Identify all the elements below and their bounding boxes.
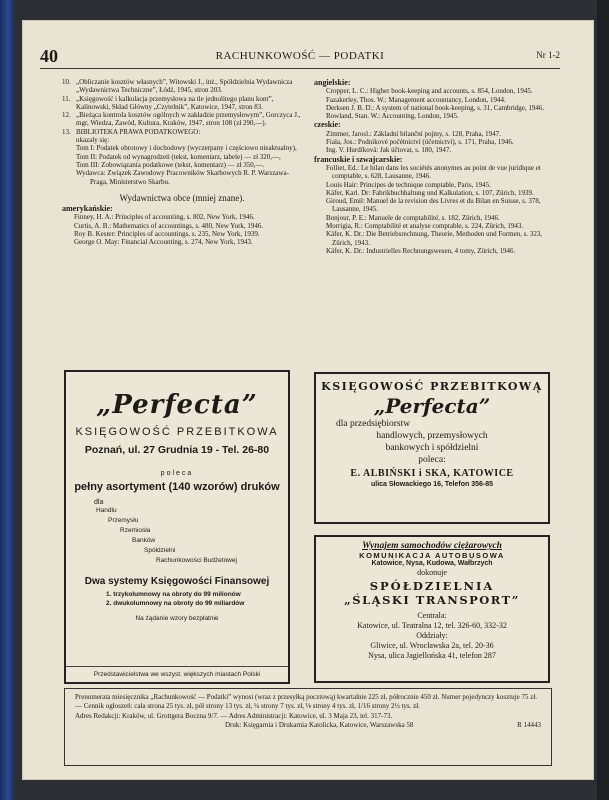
ad-text: Dwa systemy Księgowości Finansowej <box>84 576 270 587</box>
category-label: francuskie i szwajcarskie: <box>314 154 403 164</box>
scan-border-top <box>0 0 609 20</box>
library-volume: Tom I: Podatek obrotowy i dochodowy (wyczerpany i częściowo nieaktualny), <box>76 144 297 153</box>
ad-address: Katowice, ul. Teatralna 12, tel. 326-60, 332-32 <box>357 621 507 630</box>
ad-addresses <box>316 611 548 661</box>
library-volume: Tom II: Podatek od wynagrodzeń (tekst, komentarz, tabele) — zł 320,—, <box>76 152 281 161</box>
list-item: 1. trzykolumnowy na obroty do 99 milionów <box>106 591 241 598</box>
ad-tagline: Wynajem samochodów ciężarowych <box>362 541 502 551</box>
scan-border-right <box>597 0 609 800</box>
ad-label: Oddziały: <box>416 631 448 640</box>
category-label: angielskie: <box>314 78 351 87</box>
scan-border-bottom <box>0 780 609 800</box>
ad-firm-name: SPÓŁDZIELNIA <box>369 579 495 593</box>
category-label: czeskie: <box>314 120 341 130</box>
list-item: Käfer, Karl. Dr: Fabrikbuchhaltung und Kalkulation, s. 107, Zürich, 1939. <box>326 188 534 197</box>
list-item: Przemysłu <box>108 517 139 524</box>
library-volume: Tom III: Zobowiązania podatkowe (tekst, komentarz) — zł 350,—. <box>76 160 265 169</box>
list-item: George O. May: Financial Accounting, s. 274, New York, 1943. <box>74 238 253 247</box>
list-item: Spółdzielni <box>144 547 176 554</box>
subscription-footer <box>64 688 552 766</box>
perfecta-logo: „Perfecta” <box>96 390 258 420</box>
advertisement-perfecta-poznan <box>64 370 290 684</box>
advertisement-albinski <box>314 372 550 524</box>
list-item: Derksen J. B. D.: A system of national book-keeping, s. 31, Cambridge, 1946. <box>326 103 545 112</box>
ad-text: bankowych i spółdzielni <box>385 443 479 453</box>
ad-tagline: KSIĘGOWOŚĆ PRZEBITKOWĄ <box>321 380 543 393</box>
ad-address: Poznań, ul. 27 Grudnia 19 - Tel. 26-80 <box>84 444 270 456</box>
ad-text: Katowice, Nysa, Kudowa, Wałbrzych <box>371 560 493 567</box>
bibliography-right-column <box>314 78 554 255</box>
advertisement-slaski-transport <box>314 535 550 683</box>
ad-text: handlowych, przemysłowych <box>376 431 488 441</box>
list-item: Bonjour, P. E.: Manuele de comptabilité, s. 182, Zürich, 1946. <box>326 213 500 222</box>
list-item: 13. BIBLIOTEKA PRAWA PODATKOWEGO: <box>62 127 201 136</box>
ad-label: Centrala: <box>417 611 447 620</box>
list-item: Fiala, Jos.: Podnikové počétnictví (účetnictví), s. 171, Praha, 1946. <box>326 138 514 147</box>
foreign-publications-heading: Wydawnictwa obce (mniej znane). <box>119 192 245 203</box>
list-item: 2. dwukolumnowy na obroty do 99 miliardów <box>106 600 245 607</box>
list-item: Käfer, K. Dr.: Industrielles Rechnungswesen, 4 tomy, Zürich, 1946. <box>326 246 516 255</box>
list-item: Fazakerley, Thos. W.: Management accountancy, London, 1944. <box>326 95 506 104</box>
list-item: 10. „Obliczanie kosztów własnych”, Witowski J., inż., Spółdzielnia Wydawnicza „Wydawnictwa Techniczne”, Łódź, 1945, stron 203. <box>62 78 293 95</box>
ad-address: Gliwice, ul. Wrocławska 2a, tel. 20-36 <box>370 641 494 650</box>
list-item: Cropper, L. C.: Higher book-keeping and accounts, s. 854, London, 1945. <box>326 87 533 96</box>
ad-text: dokonuje <box>417 568 447 577</box>
list-item: Käfer, K. Dr.: Die Betriebsrechnung, Theorie, Methoden und Formen, s. 323, Zürich, 1943. <box>326 230 543 247</box>
addresses-info: Adres Redakcji: Kraków, ul. Grottgera Boczna 9/7. — Adres Administracji: Katowice, ul. 3 Maja 23, tel. 317-73. <box>75 712 393 721</box>
ad-text: pełny asortyment (140 wzorów) druków <box>74 481 280 493</box>
print-code: R 14443 <box>517 720 541 729</box>
list-item: Rzemiosła <box>120 527 151 534</box>
list-item: Curtis, A. B.: Mathematics of accountings, s. 480, New York, 1946. <box>74 221 264 230</box>
ad-firm-name: E. ALBIŃSKI i SKA, KATOWICE <box>350 468 514 479</box>
ad-text <box>106 590 288 608</box>
bibliography-left-column <box>62 78 302 247</box>
ad-text: Na żądanie wzory bezpłatnie <box>135 615 219 622</box>
list-item: Folliet, Ed.: Le bilan dans les sociétés anonymes au point de vue juridique et comptable, s. 628, Lausanne, 1946. <box>326 163 541 181</box>
journal-title: RACHUNKOWOŚĆ — PODATKI <box>215 50 385 62</box>
list-item: Finney, H. A.: Principles of accounting, s. 802, New York, 1946. <box>74 213 255 222</box>
ad-text: dla <box>94 499 104 506</box>
list-item: Ing. V. Hurdíková: Jak účtovat, s. 180, 1947. <box>326 146 452 155</box>
subscription-info: Prenumerata miesięcznika „Rachunkowość — Podatki” wynosi (wraz z przesyłką pocztową) kwartalnie 225 zł, półrocznie 450 zł. Numer pojedynczy kosztuje 75 zł. — Cennik ogłoszeń: cała strona 25 tys. zł, pół strony 13 tys. zł, ¼ strony 7 tys. zł, ⅛ strony 4 tys. zł, 1/16 strony 2½ tys. zł. <box>75 693 538 710</box>
printer-info <box>75 721 541 730</box>
category-label: amerykańskie: <box>62 204 113 214</box>
list-item: Louis Hair: Principes de technique comptable, Paris, 1945. <box>326 180 491 189</box>
ad-address: ulica Słowackiego 16, Telefon 356-85 <box>370 481 494 488</box>
ad-text: dla przedsiębiorstw <box>336 419 411 429</box>
ad-tagline: KSIĘGOWOŚĆ PRZEBITKOWA <box>75 426 279 438</box>
ad-address: Nysa, ulica Jagiellońska 41, telefon 287 <box>368 651 496 660</box>
list-item: Morrigia, R.: Comptabilité et analyse comptable, s. 224, Zürich, 1943. <box>326 222 524 231</box>
binding-spine <box>0 0 14 800</box>
library-publisher: Wydawca: Związek Zawodowy Pracowników Skarbowych R. P. Warszawa-Praga, Ministerstwo Skarbu. <box>76 169 289 186</box>
ad-footer: Przedstawicielstwa we wszyst. większych miastach Polski <box>66 666 288 678</box>
list-item: Giroud, Emil: Manuel de la revision des Livres et du Bilan en Suisse, s. 378, Lausanne, 1945. <box>326 197 541 214</box>
sector-list <box>66 506 288 566</box>
running-header <box>40 46 560 69</box>
ad-text: poleca <box>160 470 194 477</box>
ad-text: KOMUNIKACJA AUTOBUSOWA <box>359 551 505 560</box>
ad-firm-name: „ŚLĄSKI TRANSPORT” <box>344 593 520 607</box>
issue-number: Nr 1-2 <box>536 50 560 60</box>
ad-text: poleca: <box>418 455 446 465</box>
list-item: Zimmer, Jarosl.: Základní bilanční pojmy, s. 128, Praha, 1947. <box>326 129 501 138</box>
list-item: Rowland, Stan. W.: Accounting, London, 1945. <box>326 112 459 121</box>
list-item: Roy B. Kester: Principles of accountings, s. 235, New York, 1939. <box>74 230 260 239</box>
list-item: 11. „Księgowość i kalkulacja przemysłowa na tle jednolitego planu kont”, Kalinowski, Skład Główny „Czytelnik”, Katowice, 1947, stron 83. <box>62 94 274 111</box>
list-item: 12. „Bieżąca kontrola kosztów ogólnych w zakładzie przemysłowym”, Gorczyca J., mgr, Wiedza, Zawód, Kultura, Kraków, 1947, stron 108 (zł 290,—). <box>62 111 301 128</box>
list-item: Rachunkowości Budżetowej <box>156 557 237 564</box>
perfecta-logo: „Perfecta” <box>373 394 491 418</box>
list-item: Handlu <box>96 507 117 514</box>
page-number: 40 <box>40 46 58 66</box>
library-intro: ukazały się: <box>76 136 110 145</box>
list-item: Banków <box>132 537 156 544</box>
printer-text: Druk: Księgarnia i Drukarnia Katolicka, Katowice, Warszawska 58 <box>225 720 414 729</box>
